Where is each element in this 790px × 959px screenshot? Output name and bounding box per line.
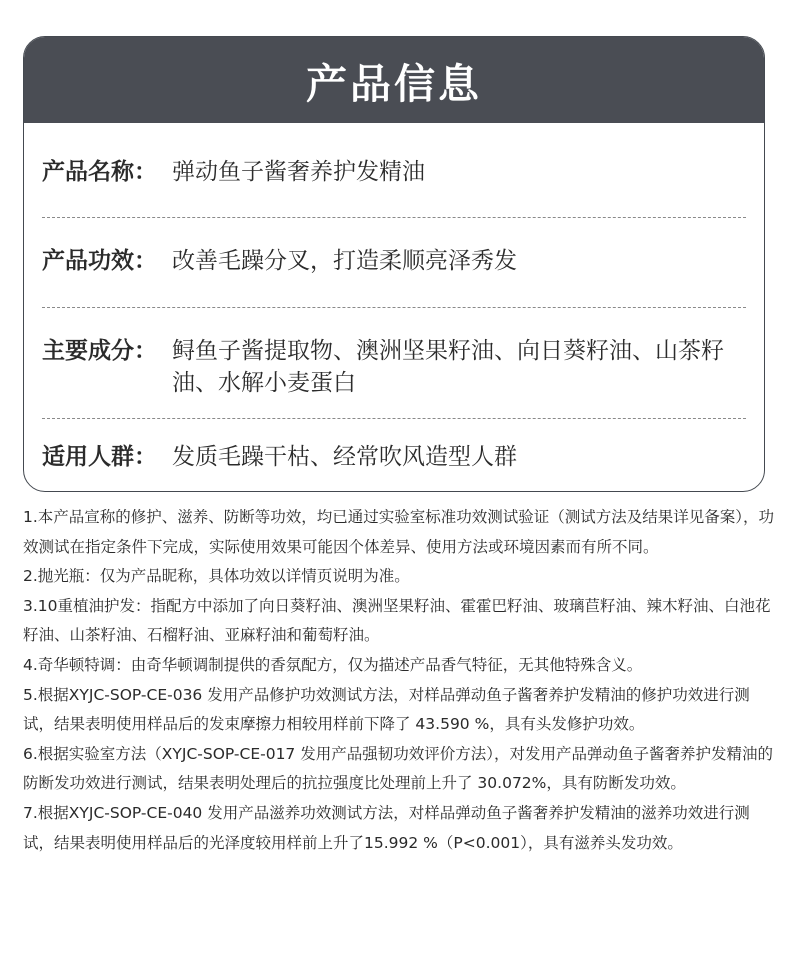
card-title: 产品信息: [306, 59, 482, 108]
note-item: 1.本产品宣称的修护、滋养、防断等功效，均已通过实验室标准功效测试验证（测试方法及结果详见备案），功效测试在指定条件下完成，实际使用效果可能因个体差异、使用方法或环境因素而有所不同。: [23, 508, 775, 556]
row-divider: [42, 418, 746, 419]
note-item: 7.根据XYJC-SOP-CE-040 发用产品滋养功效测试方法，对样品弹动鱼子酱奢养护发精油的滋养功效进行测试，结果表明使用样品后的光泽度较用样前上升了15.992 %（P<0.001），具有滋养头发功效。: [23, 803, 750, 852]
row-value: 弹动鱼子酱奢养护发精油: [172, 159, 425, 185]
note-item: 3.10重植油护发：指配方中添加了向日葵籽油、澳洲坚果籽油、霍霍巴籽油、玻璃苣籽油、辣木籽油、白池花籽油、山茶籽油、石榴籽油、亚麻籽油和葡萄籽油。: [23, 596, 771, 645]
disclaimer-notes: [23, 503, 775, 858]
row-label: 产品名称：: [42, 159, 157, 185]
row-value: 鲟鱼子酱提取物、澳洲坚果籽油、向日葵籽油、山茶籽油、水解小麦蛋白: [172, 338, 724, 396]
note-item: 5.根据XYJC-SOP-CE-036 发用产品修护功效测试方法，对样品弹动鱼子酱奢养护发精油的修护功效进行测试，结果表明使用样品后的发束摩擦力相较用样前下降了 43.590 %，具有头发修护功效。: [23, 685, 750, 734]
row-label: 主要成分：: [42, 338, 157, 364]
info-row-ingredients: [42, 335, 746, 399]
row-label: 适用人群：: [42, 444, 157, 470]
card-header: [24, 37, 764, 123]
info-row-effect: [42, 245, 746, 277]
info-row-audience: [42, 441, 746, 473]
product-info-card: [23, 36, 765, 492]
row-divider: [42, 307, 746, 308]
row-label: 产品功效：: [42, 248, 157, 274]
note-item: 4.奇华顿特调：由奇华顿调制提供的香氛配方，仅为描述产品香气特征，无其他特殊含义。: [23, 655, 643, 674]
row-value: 发质毛躁干枯、经常吹风造型人群: [172, 444, 517, 470]
note-item: 6.根据实验室方法（XYJC-SOP-CE-017 发用产品强韧功效评价方法），对发用产品弹动鱼子酱奢养护发精油的防断发功效进行测试，结果表明处理后的抗拉强度比处理前上升了 30.072%，具有防断发功效。: [23, 744, 773, 793]
info-row-name: [42, 156, 746, 188]
row-value: 改善毛躁分叉，打造柔顺亮泽秀发: [172, 248, 517, 274]
note-item: 2.抛光瓶：仅为产品昵称，具体功效以详情页说明为准。: [23, 567, 410, 586]
row-divider: [42, 217, 746, 218]
